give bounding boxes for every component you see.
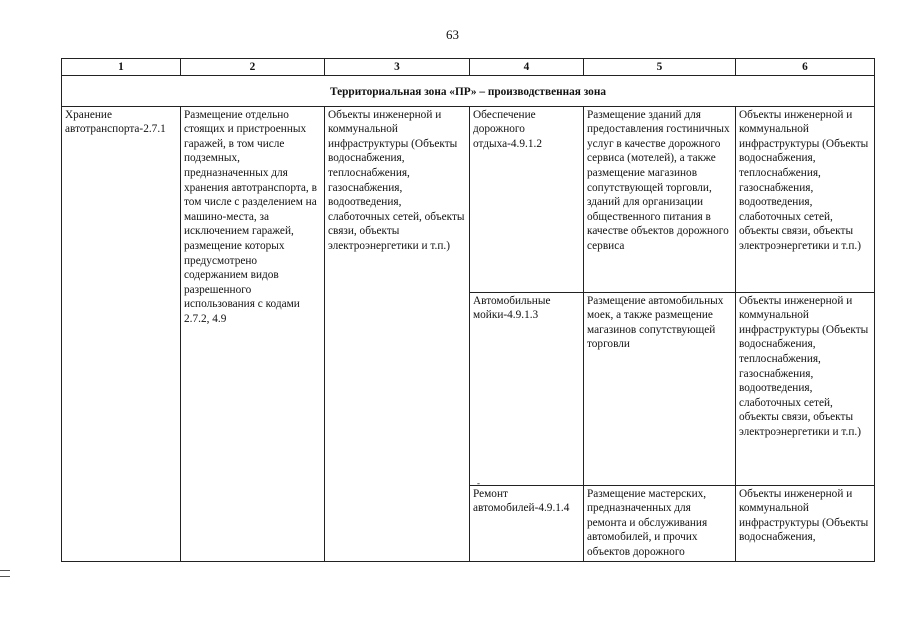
column-header-1: 1 [62,59,181,76]
page-number: 63 [446,27,459,42]
conditional-description-cell: Размещение автомобильных моек, а также размещение магазинов сопутствующей торговли [584,292,736,485]
zoning-table [61,58,875,562]
conditional-use-cell: Обеспечение дорожного отдыха-4.9.1.2 [470,106,584,292]
conditional-infrastructure-cell: Объекты инженерной и коммунальной инфраструктуры (Объекты водоснабжения, теплоснабжения, газоснабжения, водоотведения, слаботочных сетей, объекты связи, объекты электроэнергетики и т.п.) [736,106,875,292]
header-row [62,59,875,76]
column-header-2: 2 [181,59,325,76]
main-infrastructure-cell: Объекты инженерной и коммунальной инфраструктуры (Объекты водоснабжения, теплоснабжения, газоснабжения, водоотведения, слаботочных сетей, объекты связи, объекты электроэнергетики и т.п.) [325,106,470,561]
conditional-description-cell: Размещение мастерских, предназначенных для ремонта и обслуживания автомобилей, и прочих объектов дорожного [584,485,736,561]
column-header-6: 6 [736,59,875,76]
zone-title: Территориальная зона «ПР» – производственная зона [62,76,875,107]
conditional-description-cell: Размещение зданий для предоставления гостиничных услуг в качестве дорожного сервиса (мотелей), а также размещение магазинов сопутствующей торговли, зданий для организации общественного питания в качестве объектов дорожного сервиса [584,106,736,292]
conditional-use-cell: Автомобильные мойки-4.9.1.3 [470,292,584,485]
stray-mark: - [477,478,480,488]
conditional-infrastructure-cell: Объекты инженерной и коммунальной инфраструктуры (Объекты водоснабжения, [736,485,875,561]
column-header-4: 4 [470,59,584,76]
conditional-use-cell: Ремонт автомобилей-4.9.1.4 [470,485,584,561]
table-row [62,106,875,292]
column-header-5: 5 [584,59,736,76]
main-use-cell: Хранение автотранспорта-2.7.1 [62,106,181,561]
margin-mark [0,570,10,577]
conditional-infrastructure-cell: Объекты инженерной и коммунальной инфраструктуры (Объекты водоснабжения, теплоснабжения, газоснабжения, водоотведения, слаботочных сетей, объекты связи, объекты электроэнергетики и т.п.) [736,292,875,485]
main-description-cell: Размещение отдельно стоящих и пристроенных гаражей, в том числе подземных, предназначенных для хранения автотранспорта, в том числе с разделением на машино-места, за исключением гаражей, размещение которых предусмотрено содержанием видов разрешенного использования с кодами 2.7.2, 4.9 [181,106,325,561]
column-header-3: 3 [325,59,470,76]
zone-title-row [62,76,875,107]
